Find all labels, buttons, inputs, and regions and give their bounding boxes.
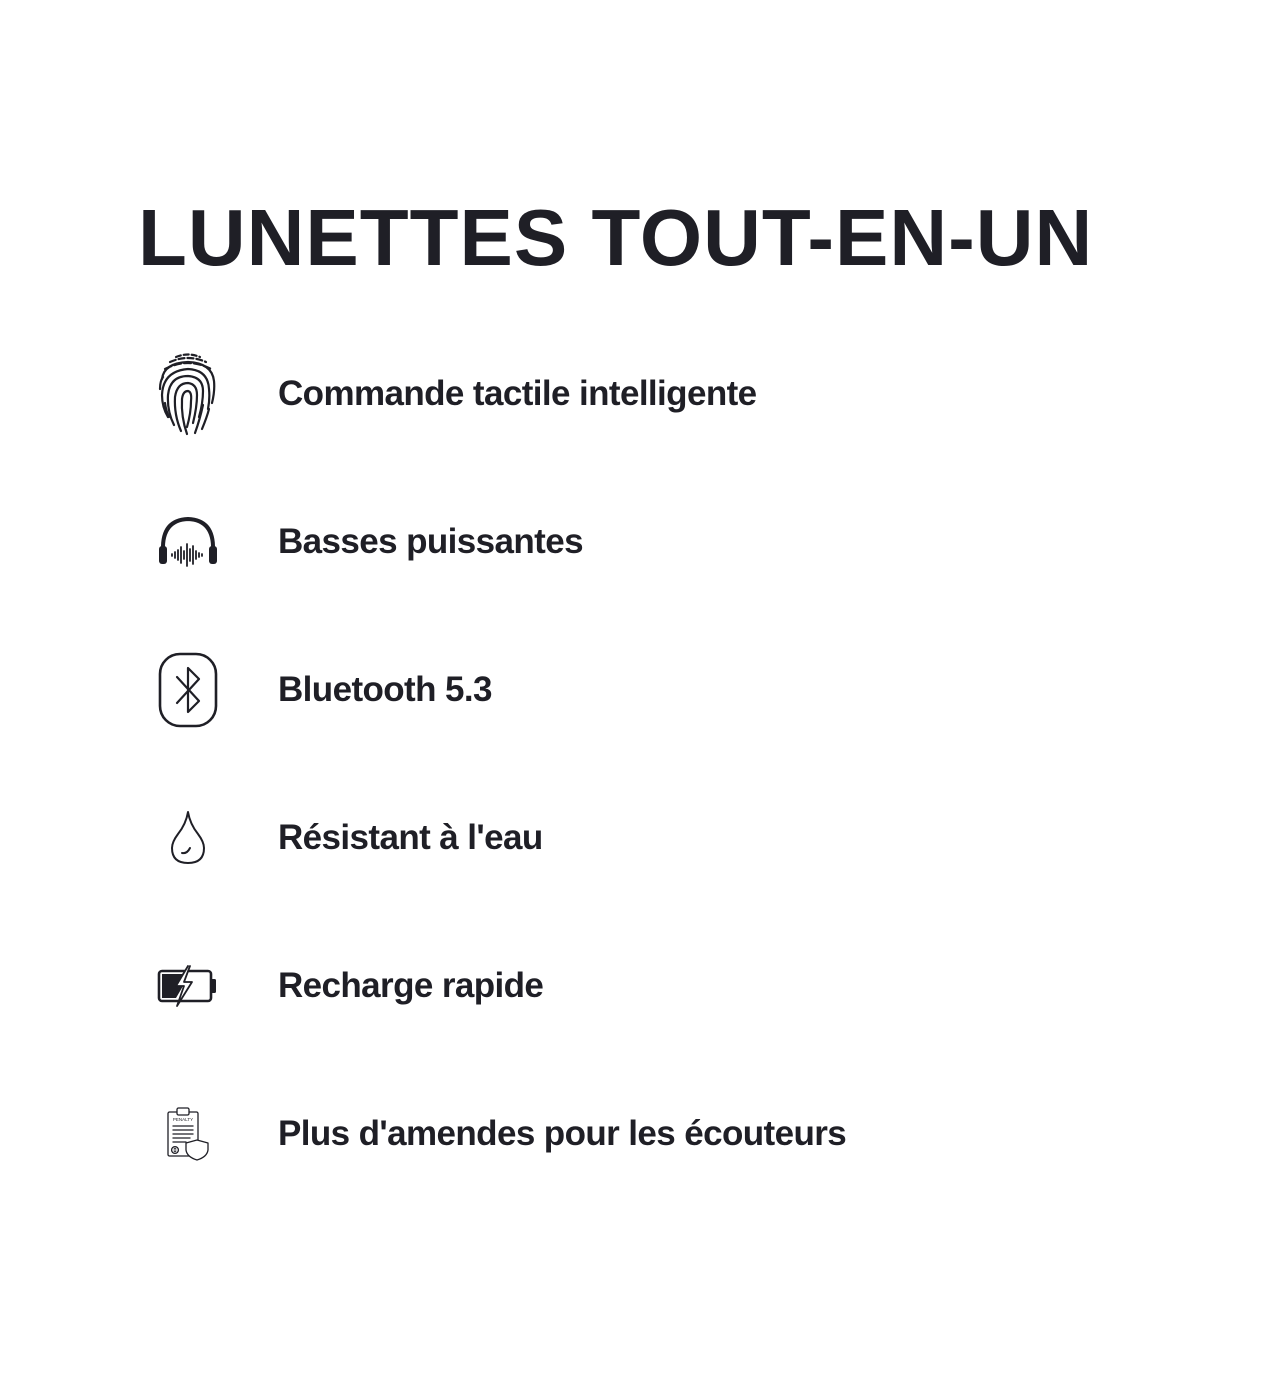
penalty-clipboard-icon <box>150 1086 226 1182</box>
feature-label: Commande tactile intelligente <box>278 374 757 413</box>
feature-label: Basses puissantes <box>278 522 583 561</box>
page-title: LUNETTES TOUT-EN-UN <box>138 193 1094 282</box>
feature-list <box>150 320 1150 1208</box>
penalty-text: PENALTY <box>172 1117 194 1122</box>
feature-item-water-resistant <box>150 764 1150 912</box>
feature-label: Résistant à l'eau <box>278 818 543 857</box>
feature-item-bass <box>150 468 1150 616</box>
feature-label: Bluetooth 5.3 <box>278 670 492 709</box>
feature-item-bluetooth <box>150 616 1150 764</box>
feature-item-no-fines <box>150 1060 1150 1208</box>
fingerprint-icon <box>150 346 226 442</box>
battery-charging-icon <box>150 938 226 1034</box>
bluetooth-icon <box>150 642 226 738</box>
headphones-icon <box>150 494 226 590</box>
feature-item-touch-control <box>150 320 1150 468</box>
water-drop-icon <box>150 790 226 886</box>
feature-label: Recharge rapide <box>278 966 544 1005</box>
feature-item-fast-charge <box>150 912 1150 1060</box>
feature-label: Plus d'amendes pour les écouteurs <box>278 1114 847 1153</box>
